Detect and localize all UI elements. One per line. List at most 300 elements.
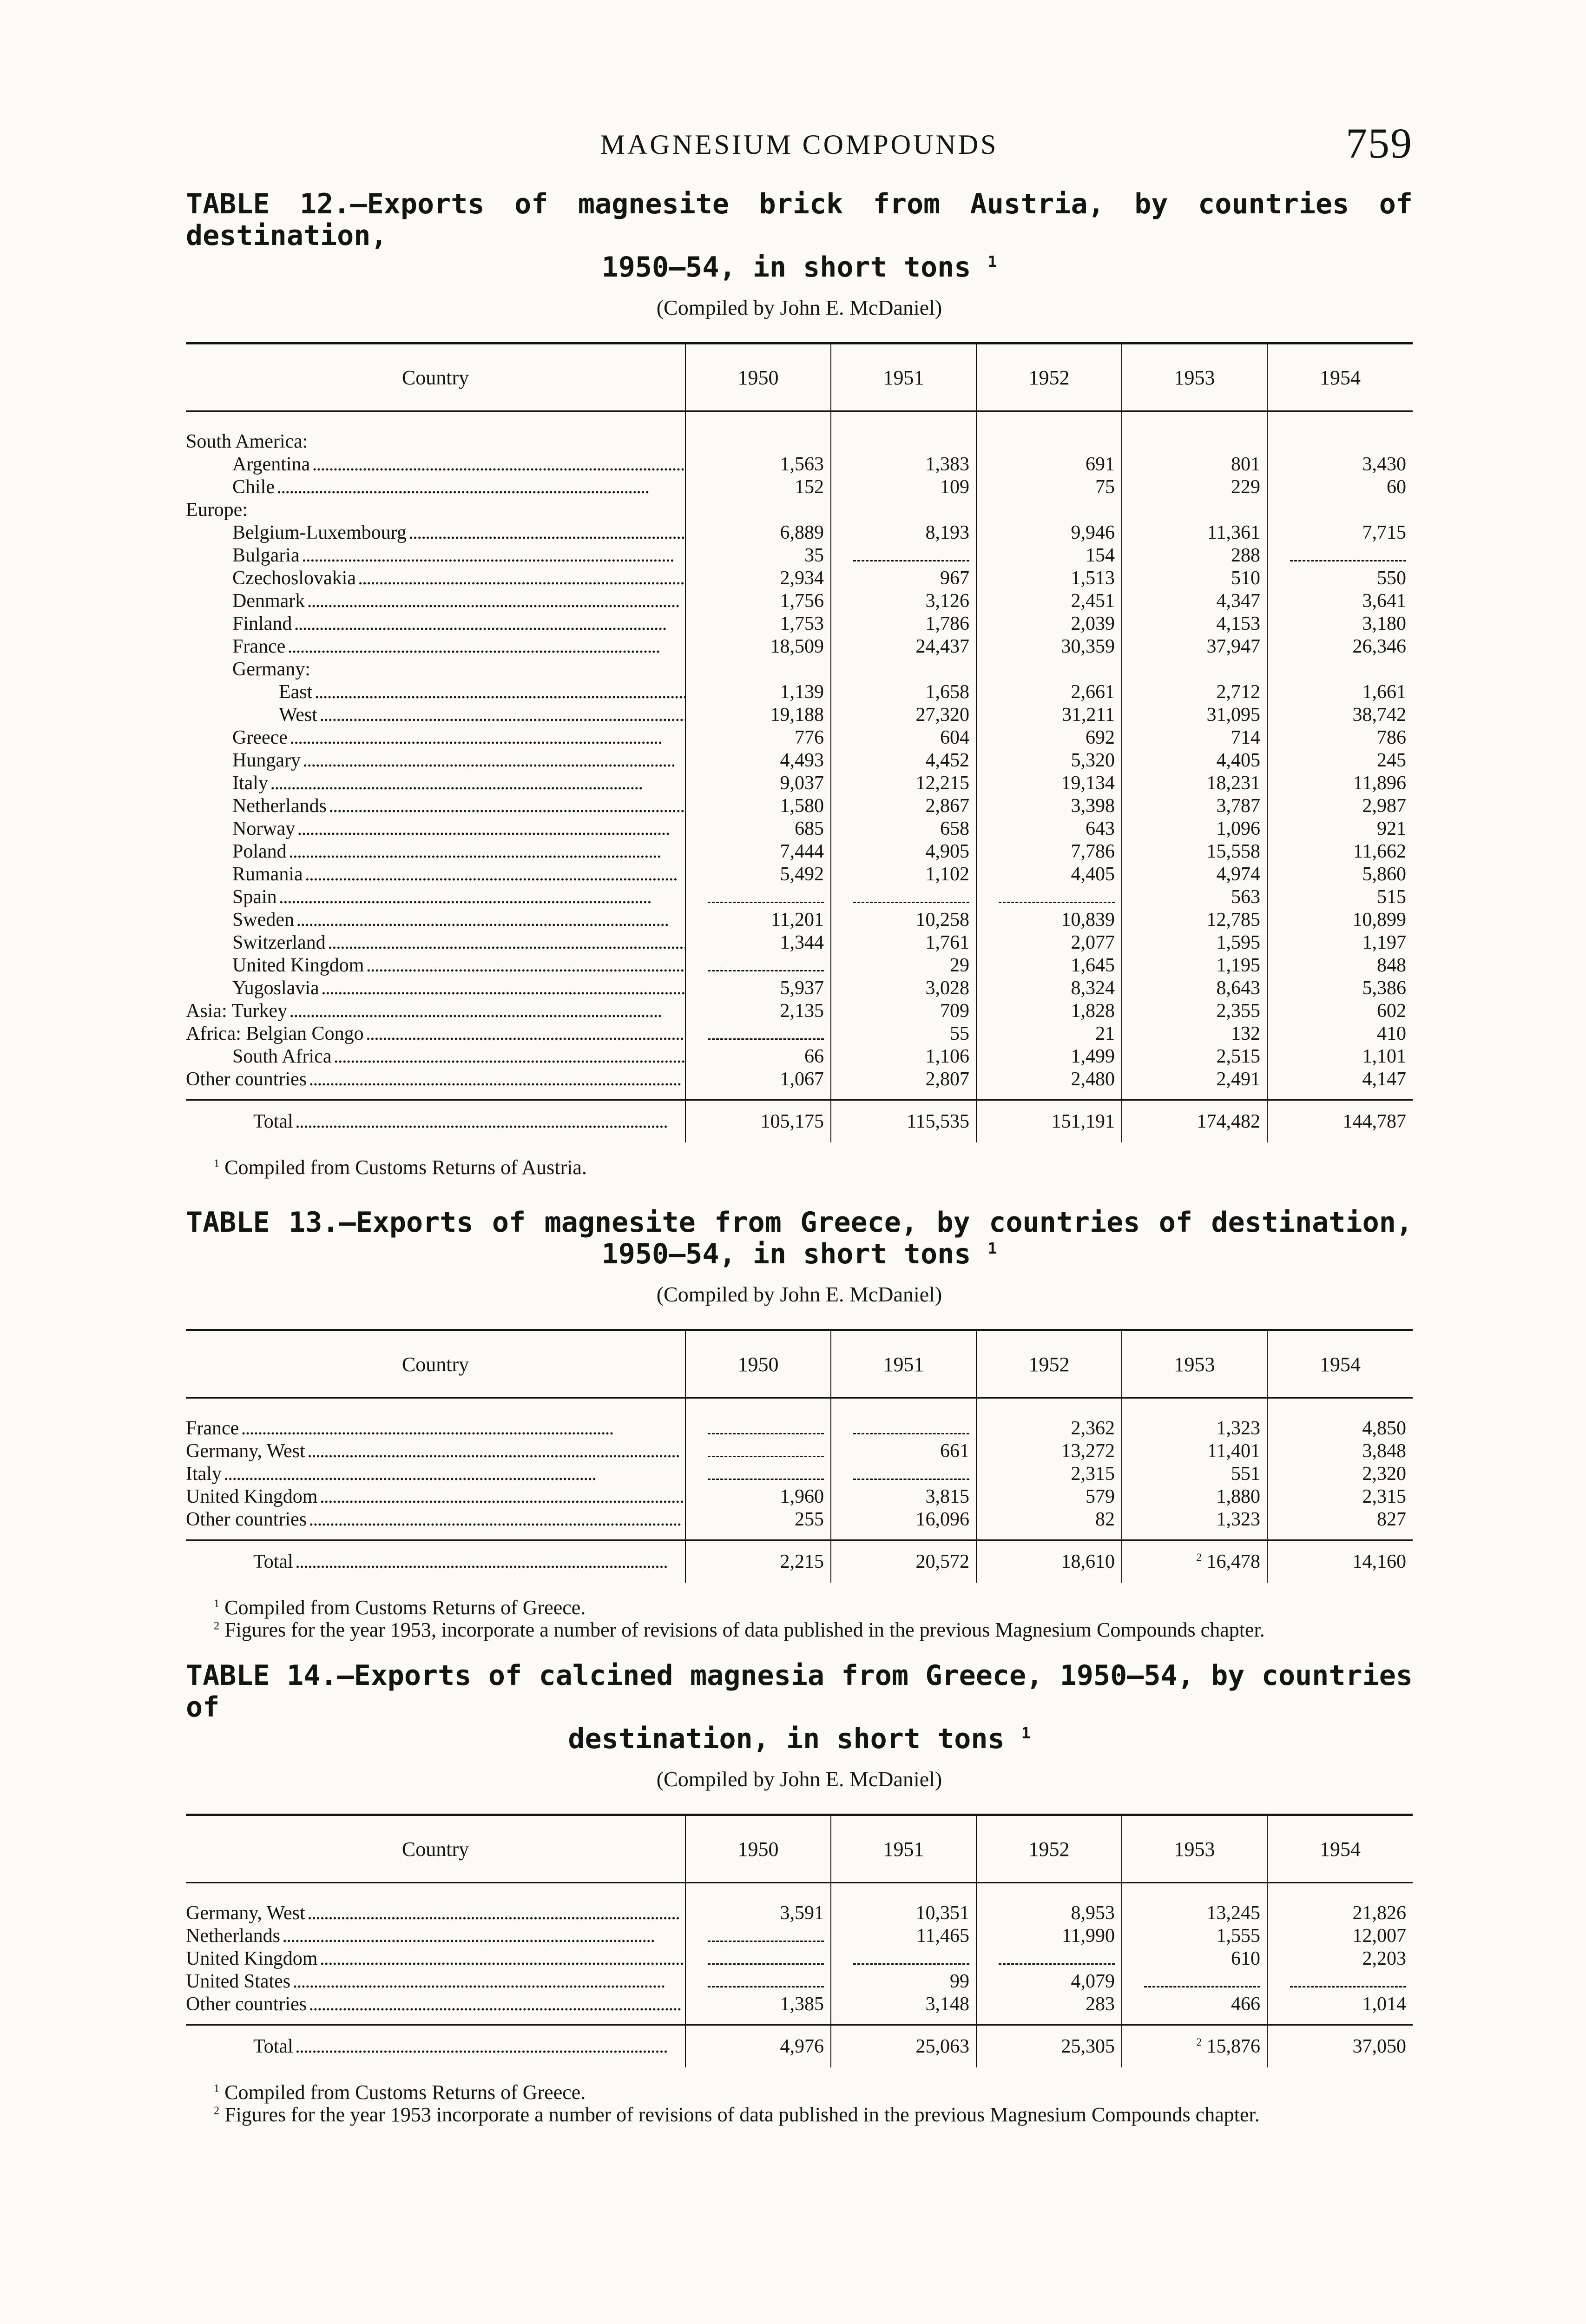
value-cell: 2,661 <box>976 681 1122 704</box>
value-cell: 4,493 <box>685 749 831 772</box>
row-label-text: Spain . . . <box>186 886 685 909</box>
total-value: 151,191 <box>976 1100 1122 1143</box>
value-cell: 229 <box>1122 476 1267 499</box>
value-cell: 3,148 <box>831 1993 976 2025</box>
row-label-text: Rumania . . . <box>186 863 685 886</box>
table-row <box>186 658 1413 681</box>
compiled-by: (Compiled by John E. McDaniel) <box>656 1282 942 1306</box>
value-cell: 661 <box>831 1440 976 1463</box>
row-label <box>186 681 685 704</box>
value-cell: 7,715 <box>1267 522 1413 544</box>
no-data-dash <box>853 549 969 561</box>
row-label <box>186 430 685 453</box>
footnote: $^1$ Compiled from Customs Returns of Greece. <box>214 2081 586 2104</box>
value-cell: 2,320 <box>1267 1463 1413 1486</box>
total-value: 18,610 <box>976 1540 1122 1583</box>
spacer-row <box>186 1883 1413 1902</box>
value-cell: 3,180 <box>1267 613 1413 635</box>
table-row <box>186 1970 1413 1993</box>
value-cell: 9,946 <box>976 522 1122 544</box>
table-row <box>186 1000 1413 1023</box>
column-header-country: Country <box>186 343 685 411</box>
value-cell <box>831 544 976 567</box>
value-cell: 245 <box>1267 749 1413 772</box>
row-label-text: Sweden . . . <box>186 909 685 931</box>
value-cell: 786 <box>1267 726 1413 749</box>
value-cell <box>976 499 1122 522</box>
spacer-cell <box>976 1398 1122 1418</box>
column-header-country: Country <box>186 1815 685 1883</box>
spacer-cell <box>1267 411 1413 431</box>
value-cell: 1,563 <box>685 453 831 476</box>
no-data-dash <box>853 1952 969 1965</box>
row-label <box>186 522 685 544</box>
row-label-text: France . . . <box>186 1417 685 1440</box>
table-row <box>186 590 1413 613</box>
value-cell: 9,037 <box>685 772 831 795</box>
footnote-marker: 2 <box>1196 1551 1202 1563</box>
value-cell: 1,828 <box>976 1000 1122 1023</box>
value-cell: 2,491 <box>1122 1068 1267 1100</box>
value-cell: 1,753 <box>685 613 831 635</box>
row-label <box>186 772 685 795</box>
table-row <box>186 1417 1413 1440</box>
footnote: $^2$ Figures for the year 1953, incorporate a number of revisions of data published in the previous Magnesium Compounds chapter. <box>214 1618 1265 1641</box>
value-cell: 11,201 <box>685 909 831 931</box>
spacer-cell <box>1122 1398 1267 1418</box>
value-cell: 2,451 <box>976 590 1122 613</box>
row-label <box>186 840 685 863</box>
value-cell: 3,641 <box>1267 590 1413 613</box>
value-cell: 99 <box>831 1970 976 1993</box>
value-cell: 2,355 <box>1122 1000 1267 1023</box>
value-cell: 5,386 <box>1267 977 1413 1000</box>
value-cell: 15,558 <box>1122 840 1267 863</box>
row-label-text: Other countries . . . <box>186 1068 685 1091</box>
row-label-text: Yugoslavia . . . <box>186 977 685 1000</box>
row-label-text: Finland . . . <box>186 613 685 635</box>
row-label <box>186 1000 685 1023</box>
total-label-text: Total . . . <box>186 2035 685 2058</box>
value-cell: 11,896 <box>1267 772 1413 795</box>
value-cell: 1,595 <box>1122 931 1267 954</box>
table-row <box>186 1902 1413 1925</box>
row-label <box>186 1486 685 1508</box>
value-cell: 5,860 <box>1267 863 1413 886</box>
page <box>186 119 1413 2126</box>
row-label <box>186 863 685 886</box>
value-cell: 3,398 <box>976 795 1122 818</box>
value-cell <box>1122 499 1267 522</box>
table-row <box>186 863 1413 886</box>
value-cell: 2,203 <box>1267 1948 1413 1970</box>
value-cell: 13,272 <box>976 1440 1122 1463</box>
value-cell: 75 <box>976 476 1122 499</box>
spacer-row <box>186 411 1413 431</box>
value-cell: 848 <box>1267 954 1413 977</box>
value-cell: 1,960 <box>685 1486 831 1508</box>
row-label-text: South America: <box>186 431 308 452</box>
value-cell: 109 <box>831 476 976 499</box>
value-cell <box>1267 499 1413 522</box>
spacer-row <box>186 1398 1413 1418</box>
column-header-year: 1954 <box>1267 343 1413 411</box>
value-cell: 466 <box>1122 1993 1267 2025</box>
spacer-cell <box>186 1883 685 1902</box>
row-label <box>186 931 685 954</box>
row-label-text: Italy . . . <box>186 772 685 795</box>
footnotes <box>186 1597 1413 1641</box>
header-row <box>186 343 1413 411</box>
value-cell: 27,320 <box>831 704 976 726</box>
row-label <box>186 1902 685 1925</box>
value-cell: 1,323 <box>1122 1417 1267 1440</box>
compiled-by: (Compiled by John E. McDaniel) <box>656 296 942 319</box>
value-cell <box>685 1440 831 1463</box>
table-title-line2 <box>186 1238 1413 1270</box>
table-row <box>186 430 1413 453</box>
value-cell <box>976 886 1122 909</box>
value-cell: 26,346 <box>1267 635 1413 658</box>
value-cell <box>1122 430 1267 453</box>
table-head <box>186 343 1413 411</box>
value-cell: 5,937 <box>685 977 831 1000</box>
table-row <box>186 704 1413 726</box>
value-cell: 1,385 <box>685 1993 831 2025</box>
spacer-cell <box>186 1398 685 1418</box>
value-cell: 31,211 <box>976 704 1122 726</box>
value-cell: 18,509 <box>685 635 831 658</box>
value-cell: 515 <box>1267 886 1413 909</box>
column-header-year: 1954 <box>1267 1815 1413 1883</box>
row-label-text: Other countries . . . <box>186 1993 685 2016</box>
total-value: 4,976 <box>685 2025 831 2068</box>
row-label-text: Germany, West . . . <box>186 1902 685 1925</box>
value-cell: 10,899 <box>1267 909 1413 931</box>
value-cell <box>831 1463 976 1486</box>
data-table <box>186 1329 1413 1583</box>
no-data-dash <box>708 1445 824 1457</box>
row-label <box>186 1993 685 2025</box>
table-row <box>186 977 1413 1000</box>
row-label-text: Netherlands . . . <box>186 1925 685 1948</box>
no-data-dash <box>708 1027 824 1040</box>
column-header-year: 1953 <box>1122 1815 1267 1883</box>
value-cell: 1,661 <box>1267 681 1413 704</box>
value-cell <box>685 1463 831 1486</box>
value-cell: 8,643 <box>1122 977 1267 1000</box>
table-row <box>186 954 1413 977</box>
value-cell: 11,662 <box>1267 840 1413 863</box>
value-cell: 31,095 <box>1122 704 1267 726</box>
row-label-text: Poland . . . <box>186 840 685 863</box>
row-label-text: Bulgaria . . . <box>186 544 685 567</box>
value-cell: 4,153 <box>1122 613 1267 635</box>
value-cell: 5,320 <box>976 749 1122 772</box>
value-cell: 1,756 <box>685 590 831 613</box>
no-data-dash <box>708 1952 824 1965</box>
total-value: 105,175 <box>685 1100 831 1143</box>
column-header-year: 1952 <box>976 343 1122 411</box>
table-title-line1: TABLE 14.—Exports of calcined magnesia from Greece, 1950–54, by countries of <box>186 1659 1413 1723</box>
no-data-dash <box>1290 1975 1406 1987</box>
value-cell <box>685 954 831 977</box>
value-cell: 4,347 <box>1122 590 1267 613</box>
table-row <box>186 795 1413 818</box>
footnote-marker: 2 <box>1196 2035 1202 2048</box>
value-cell <box>1267 430 1413 453</box>
value-cell: 2,867 <box>831 795 976 818</box>
value-cell: 3,787 <box>1122 795 1267 818</box>
value-cell: 4,974 <box>1122 863 1267 886</box>
column-header-year: 1950 <box>685 1815 831 1883</box>
no-data-dash <box>708 891 824 903</box>
row-label-text: Belgium-Luxembourg . . . <box>186 522 685 544</box>
value-cell: 604 <box>831 726 976 749</box>
value-cell: 8,193 <box>831 522 976 544</box>
value-cell: 21 <box>976 1023 1122 1045</box>
table-row <box>186 681 1413 704</box>
value-cell: 1,555 <box>1122 1925 1267 1948</box>
total-label-text: Total . . . <box>186 1551 685 1573</box>
value-cell: 1,323 <box>1122 1508 1267 1540</box>
total-value: 20,572 <box>831 1540 976 1583</box>
value-cell: 35 <box>685 544 831 567</box>
value-cell: 4,147 <box>1267 1068 1413 1100</box>
table-row <box>186 522 1413 544</box>
table-block <box>186 1207 1413 1641</box>
row-label-text: Asia: Turkey . . . <box>186 1000 685 1023</box>
table-row <box>186 1508 1413 1540</box>
value-cell: 1,658 <box>831 681 976 704</box>
compiled-by: (Compiled by John E. McDaniel) <box>656 1767 942 1791</box>
total-row <box>186 2025 1413 2068</box>
value-cell: 2,315 <box>976 1463 1122 1486</box>
row-label-text: Norway . . . <box>186 818 685 840</box>
value-cell: 132 <box>1122 1023 1267 1045</box>
row-label <box>186 1417 685 1440</box>
value-cell: 2,135 <box>685 1000 831 1023</box>
row-label-text: United States . . . <box>186 1970 685 1993</box>
value-cell: 2,515 <box>1122 1045 1267 1068</box>
value-cell: 658 <box>831 818 976 840</box>
footnote-marker: 1 <box>214 1157 220 1170</box>
spacer-cell <box>831 1398 976 1418</box>
value-cell: 18,231 <box>1122 772 1267 795</box>
total-value: 14,160 <box>1267 1540 1413 1583</box>
value-cell <box>831 658 976 681</box>
row-label <box>186 499 685 522</box>
spacer-cell <box>685 1398 831 1418</box>
value-cell: 13,245 <box>1122 1902 1267 1925</box>
value-cell: 4,405 <box>1122 749 1267 772</box>
value-cell: 38,742 <box>1267 704 1413 726</box>
value-cell: 255 <box>685 1508 831 1540</box>
value-cell: 709 <box>831 1000 976 1023</box>
value-cell: 801 <box>1122 453 1267 476</box>
table-row <box>186 635 1413 658</box>
total-label <box>186 2025 685 2068</box>
row-label-text: Germany, West . . . <box>186 1440 685 1463</box>
value-cell: 19,134 <box>976 772 1122 795</box>
table-row <box>186 931 1413 954</box>
column-header-year: 1950 <box>685 343 831 411</box>
table-body <box>186 1883 1413 2068</box>
table-title <box>186 188 1413 283</box>
value-cell <box>1267 544 1413 567</box>
value-cell <box>1122 1970 1267 1993</box>
value-cell: 3,028 <box>831 977 976 1000</box>
row-label <box>186 567 685 590</box>
row-label <box>186 1023 685 1045</box>
value-cell: 3,848 <box>1267 1440 1413 1463</box>
tables-container <box>186 188 1413 2126</box>
value-cell <box>831 1948 976 1970</box>
table-row <box>186 1486 1413 1508</box>
value-cell: 5,492 <box>685 863 831 886</box>
table-block <box>186 1660 1413 2126</box>
row-label <box>186 544 685 567</box>
total-label <box>186 1100 685 1143</box>
value-cell: 643 <box>976 818 1122 840</box>
row-label-text: South Africa . . . <box>186 1045 685 1068</box>
row-label-text: Germany: <box>232 659 310 680</box>
table-block <box>186 188 1413 1179</box>
value-cell: 4,079 <box>976 1970 1122 1993</box>
table-title-line2-text: 1950–54, in short tons <box>601 251 988 284</box>
value-cell: 29 <box>831 954 976 977</box>
value-cell: 288 <box>1122 544 1267 567</box>
row-label <box>186 453 685 476</box>
value-cell <box>1267 1970 1413 1993</box>
value-cell: 16,096 <box>831 1508 976 1540</box>
column-header-year: 1951 <box>831 1330 976 1398</box>
value-cell: 82 <box>976 1508 1122 1540</box>
table-row <box>186 613 1413 635</box>
total-value: 25,063 <box>831 2025 976 2068</box>
no-data-dash <box>853 1467 969 1480</box>
value-cell: 152 <box>685 476 831 499</box>
footnotes <box>186 1156 1413 1179</box>
value-cell <box>976 430 1122 453</box>
value-cell: 11,465 <box>831 1925 976 1948</box>
footnote-marker: 2 <box>214 2104 220 2117</box>
spacer-cell <box>685 1883 831 1902</box>
spacer-cell <box>685 411 831 431</box>
value-cell <box>831 886 976 909</box>
value-cell: 410 <box>1267 1023 1413 1045</box>
value-cell <box>685 1417 831 1440</box>
table-row <box>186 544 1413 567</box>
value-cell: 30,359 <box>976 635 1122 658</box>
row-label <box>186 909 685 931</box>
row-label-text: France . . . <box>186 635 685 658</box>
value-cell: 1,513 <box>976 567 1122 590</box>
column-header-year: 1954 <box>1267 1330 1413 1398</box>
table-title-line2-text: 1950–54, in short tons <box>601 1238 988 1270</box>
row-label-text: Netherlands . . . <box>186 795 685 818</box>
table-row <box>186 1948 1413 1970</box>
no-data-dash <box>708 1929 824 1942</box>
value-cell: 66 <box>685 1045 831 1068</box>
value-cell <box>685 886 831 909</box>
no-data-dash <box>853 1422 969 1434</box>
row-label <box>186 726 685 749</box>
value-cell: 714 <box>1122 726 1267 749</box>
value-cell: 2,807 <box>831 1068 976 1100</box>
footnote-marker: 1 <box>1021 1724 1031 1742</box>
value-cell: 19,188 <box>685 704 831 726</box>
value-cell: 2,077 <box>976 931 1122 954</box>
table-row <box>186 886 1413 909</box>
table-title <box>186 1207 1413 1270</box>
value-cell: 1,761 <box>831 931 976 954</box>
value-cell <box>831 430 976 453</box>
value-cell: 692 <box>976 726 1122 749</box>
no-data-dash <box>708 1975 824 1987</box>
running-head <box>186 119 1413 170</box>
row-label <box>186 749 685 772</box>
value-cell: 12,215 <box>831 772 976 795</box>
value-cell <box>976 658 1122 681</box>
no-data-dash <box>853 891 969 903</box>
spacer-cell <box>1122 411 1267 431</box>
table-row <box>186 1463 1413 1486</box>
total-value: 115,535 <box>831 1100 976 1143</box>
value-cell: 510 <box>1122 567 1267 590</box>
value-cell: 10,351 <box>831 1902 976 1925</box>
table-body <box>186 1398 1413 1583</box>
row-label-text: Greece . . . <box>186 726 685 749</box>
value-cell: 2,712 <box>1122 681 1267 704</box>
value-cell: 3,591 <box>685 1902 831 1925</box>
value-cell: 2,039 <box>976 613 1122 635</box>
row-label <box>186 795 685 818</box>
row-label <box>186 1970 685 1993</box>
value-cell: 12,785 <box>1122 909 1267 931</box>
spacer-cell <box>1267 1398 1413 1418</box>
value-cell: 967 <box>831 567 976 590</box>
value-cell: 1,499 <box>976 1045 1122 1068</box>
running-head-title: MAGNESIUM COMPOUNDS <box>600 129 999 160</box>
table-title <box>186 1660 1413 1755</box>
table-title-line1: TABLE 12.—Exports of magnesite brick from Austria, by countries of destination, <box>186 188 1413 252</box>
value-cell: 1,067 <box>685 1068 831 1100</box>
spacer-cell <box>976 1883 1122 1902</box>
no-data-dash <box>708 1422 824 1434</box>
value-cell: 4,405 <box>976 863 1122 886</box>
row-label-text: West . . . <box>186 704 685 726</box>
value-cell: 551 <box>1122 1463 1267 1486</box>
table-row <box>186 1925 1413 1948</box>
row-label-text: United Kingdom . . . <box>186 954 685 977</box>
value-cell: 1,645 <box>976 954 1122 977</box>
value-cell: 3,430 <box>1267 453 1413 476</box>
value-cell: 1,880 <box>1122 1486 1267 1508</box>
value-cell <box>831 1417 976 1440</box>
table-row <box>186 749 1413 772</box>
value-cell: 1,106 <box>831 1045 976 1068</box>
data-table <box>186 342 1413 1142</box>
row-label <box>186 590 685 613</box>
total-row <box>186 1540 1413 1583</box>
table-row <box>186 840 1413 863</box>
table-row <box>186 453 1413 476</box>
column-header-year: 1951 <box>831 1815 976 1883</box>
total-label <box>186 1540 685 1583</box>
row-label <box>186 1068 685 1100</box>
footnote: $^1$ Compiled from Customs Returns of Greece. <box>214 1596 586 1619</box>
